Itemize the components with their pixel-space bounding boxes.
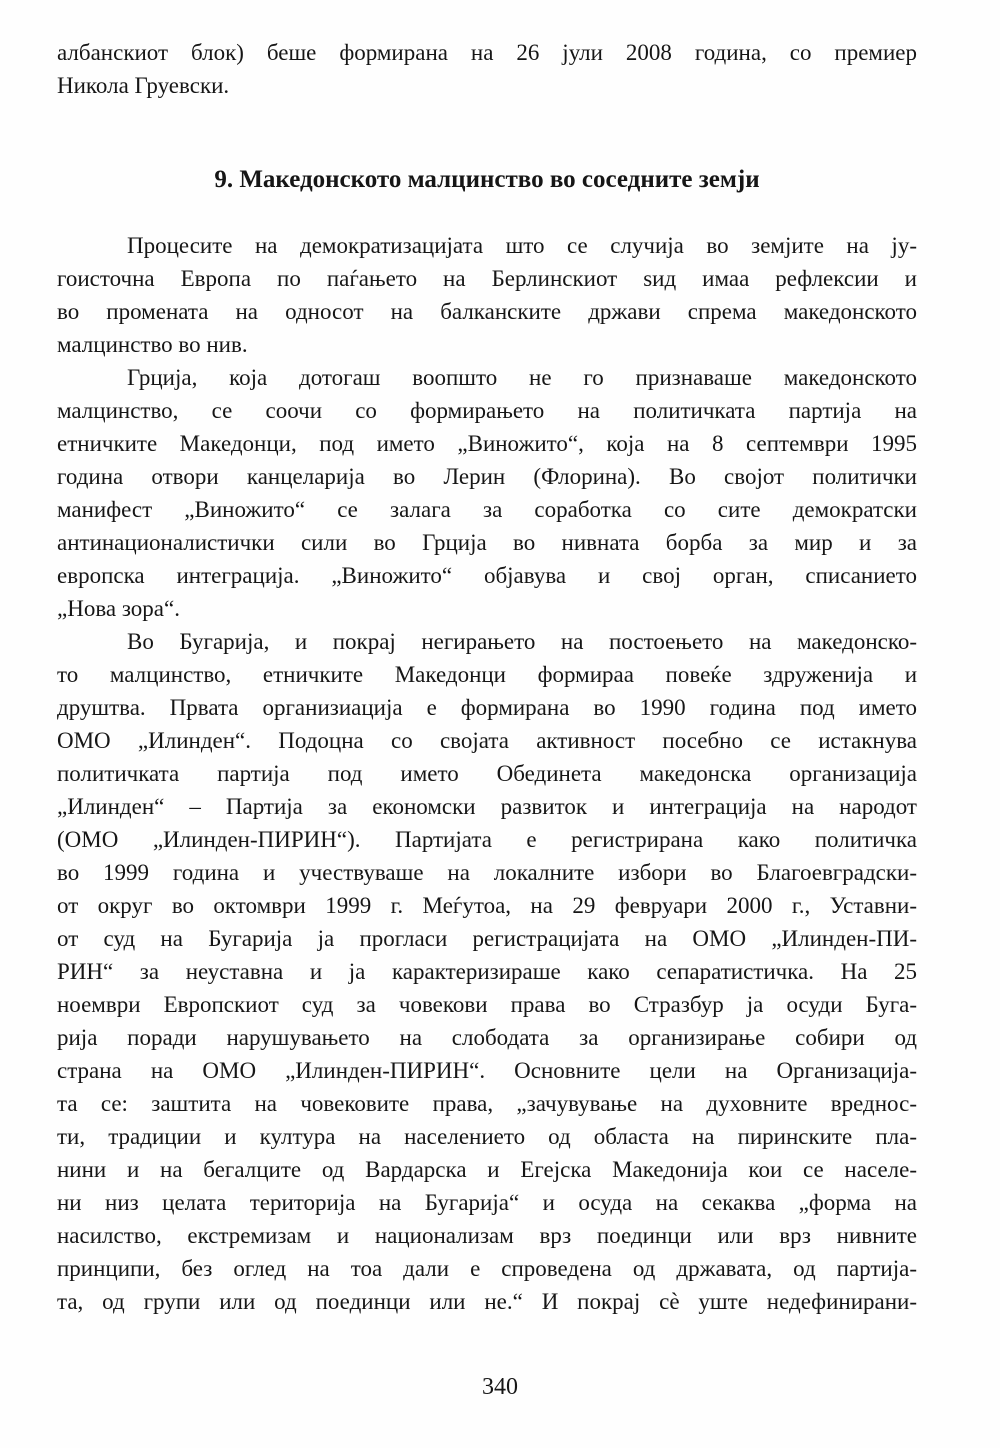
paragraph [57,229,917,361]
text-line: страна на ОМО „Илинден-ПИРИН“. Основните цели на Организација- [57,1058,917,1083]
text-block [57,36,917,1318]
text-line: албанскиот блок) беше формирана на 26 јули 2008 година, со премиер [57,40,917,65]
continuation-paragraph [57,36,917,102]
text-line: ОМО „Илинден“. Подоцна со својата активност посебно се истакнува [57,728,917,753]
text-line: нини и на бегалците од Вардарска и Егејска Македонија кои се населе- [57,1157,917,1182]
text-line: „Илинден“ – Партија за економски развиток и интеграција на народот [57,794,917,819]
text-line: манифест „Виножито“ се залага за соработка со сите демократски [57,497,917,522]
text-line: политичката партија под името Обединета македонска организација [57,761,917,786]
text-line: насилство, екстремизам и национализам врз поединци или врз нивните [57,1223,917,1248]
text-line: РИН“ за неуставна и ја карактеризираше како сепаратистичка. На 25 [57,959,917,984]
text-line: во промената на односот на балканските држави спрема македонското [57,299,917,324]
text-line: антинационалистички сили во Грција во нивната борба за мир и за [57,530,917,555]
text-line: друштва. Првата организиација е формирана во 1990 година под името [57,695,917,720]
text-line: та се: заштита на човековите права, „зачувување на духовните вреднос- [57,1091,917,1116]
body-paragraphs [57,229,917,1318]
text-line: година отвори канцеларија во Лерин (Флорина). Во својот политички [57,464,917,489]
text-line: гоисточна Европа по паѓањето на Берлинскиот ѕид имаа рефлексии и [57,266,917,291]
paragraph [57,625,917,1318]
text-line: принципи, без оглед на тоа дали е спроведена од државата, од партија- [57,1256,917,1281]
text-line: Процесите на демократизацијата што се случија во земјите на ју- [127,233,917,258]
text-line: Никола Груевски. [57,73,230,98]
text-line: европска интеграција. „Виножито“ објавува и свој орган, списанието [57,563,917,588]
text-line: во 1999 година и учествуваше на локалните избори во Благоевградски- [57,860,917,885]
text-line: то малцинство, етничките Македонци формираа повеќе здруженија и [57,662,917,687]
text-line: малцинство, се соочи со формирањето на политичката партија на [57,398,917,423]
paragraph [57,361,917,625]
text-line: Грција, која дотогаш воопшто не го признаваше македонското [127,365,917,390]
text-line: (ОМО „Илинден-ПИРИН“). Партијата е регистрирана како политичка [57,827,917,852]
text-line: от суд на Бугарија ја прогласи регистрацијата на ОМО „Илинден-ПИ- [57,926,917,951]
text-line: ти, традиции и култура на населението од областа на пиринските пла- [57,1124,917,1149]
text-line: ноември Европскиот суд за човекови права во Стразбур ја осуди Буга- [57,992,917,1017]
text-line: етничките Македонци, под името „Виножито“, која на 8 септември 1995 [57,431,917,456]
page-number: 340 [482,1374,518,1400]
text-line: ни низ целата територија на Бугарија“ и осуда на секаква „форма на [57,1190,917,1215]
text-line: та, од групи или од поединци или не.“ И покрај сѐ уште недефинирани- [57,1289,917,1314]
text-line: „Нова зора“. [57,596,180,621]
text-line: малцинство во нив. [57,332,248,357]
text-line: Во Бугарија, и покрај негирањето на постоењето на македонско- [127,629,917,654]
text-line: рија поради нарушувањето на слободата за организирање собири од [57,1025,917,1050]
section-heading: 9. Македонското малцинство во соседните земји [214,166,760,193]
text-line: от округ во октомври 1999 г. Меѓутоа, на 29 февруари 2000 г., Уставни- [57,893,917,918]
